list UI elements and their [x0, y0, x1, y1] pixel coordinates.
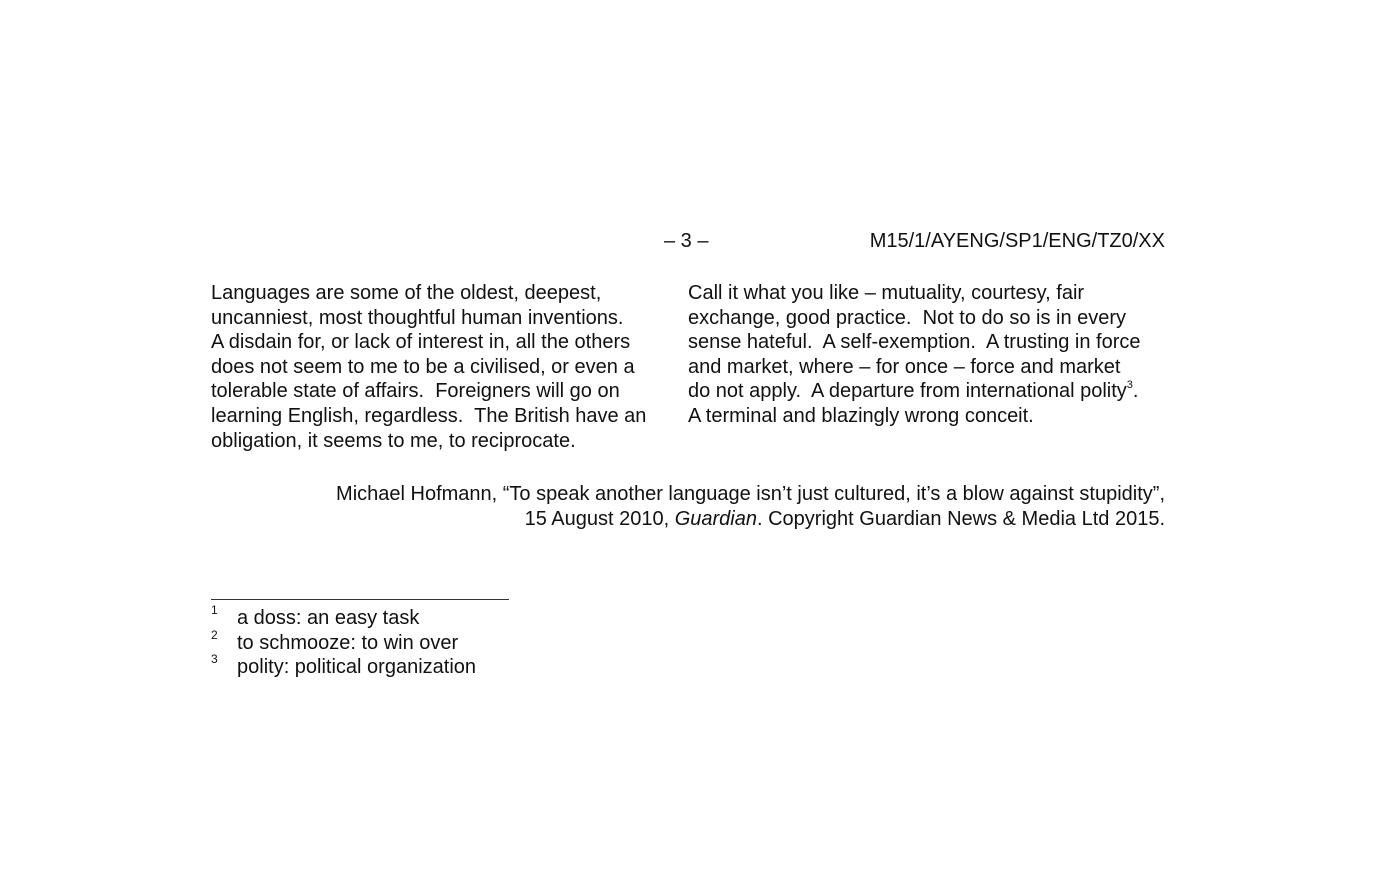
footnote-text: to schmooze: to win over: [237, 631, 459, 654]
footnote-number: 3: [211, 652, 218, 667]
text-line: obligation, it seems to me, to reciprocate.: [211, 429, 576, 452]
footnote-text: a doss: an easy task: [237, 607, 420, 629]
text-line: Call it what you like – mutuality, courtesy, fair: [688, 282, 1085, 304]
citation-date: 15 August 2010,: [524, 508, 675, 530]
text-line: tolerable state of affairs. Foreigners will go on: [211, 380, 620, 403]
text-line: Languages are some of the oldest, deepest,: [211, 282, 602, 304]
text-line: uncanniest, most thoughtful human inventions.: [211, 306, 624, 329]
body-left-column: [211, 281, 671, 453]
page-number: – 3 –: [664, 230, 709, 252]
footnote-reference[interactable]: 3: [1126, 379, 1133, 392]
text-line: learning English, regardless. The British have an: [211, 404, 647, 427]
text-line: does not seem to me to be a civilised, or even a: [211, 355, 635, 378]
footnote-number: 1: [211, 603, 218, 617]
footnote-number: 2: [211, 627, 218, 642]
text-line: A disdain for, or lack of interest in, all the others: [211, 331, 631, 354]
citation: [336, 482, 1165, 532]
text-line-with-footnote: [688, 379, 1168, 404]
text-line: exchange, good practice. Not to do so is in every: [688, 306, 1127, 329]
text-fragment: .: [1132, 380, 1139, 403]
citation-line: Michael Hofmann, “To speak another language isn’t just cultured, it’s a blow against stupidity”,: [336, 483, 1165, 505]
text-line: and market, where – for once – force and market: [688, 355, 1121, 378]
citation-line: [336, 507, 1165, 532]
text-fragment: do not apply. A departure from international polity: [688, 380, 1127, 403]
text-line: A terminal and blazingly wrong conceit.: [688, 404, 1034, 427]
footnote-divider: [211, 599, 509, 600]
body-right-column: [688, 281, 1168, 429]
citation-copyright: . Copyright Guardian News & Media Ltd 2015.: [757, 508, 1165, 530]
document-code: M15/1/AYENG/SP1/ENG/TZ0/XX: [869, 230, 1165, 252]
footnote-text: polity: political organization: [237, 656, 477, 679]
text-line: sense hateful. A self-exemption. A trusting in force: [688, 331, 1141, 354]
citation-publication: Guardian: [674, 508, 757, 530]
